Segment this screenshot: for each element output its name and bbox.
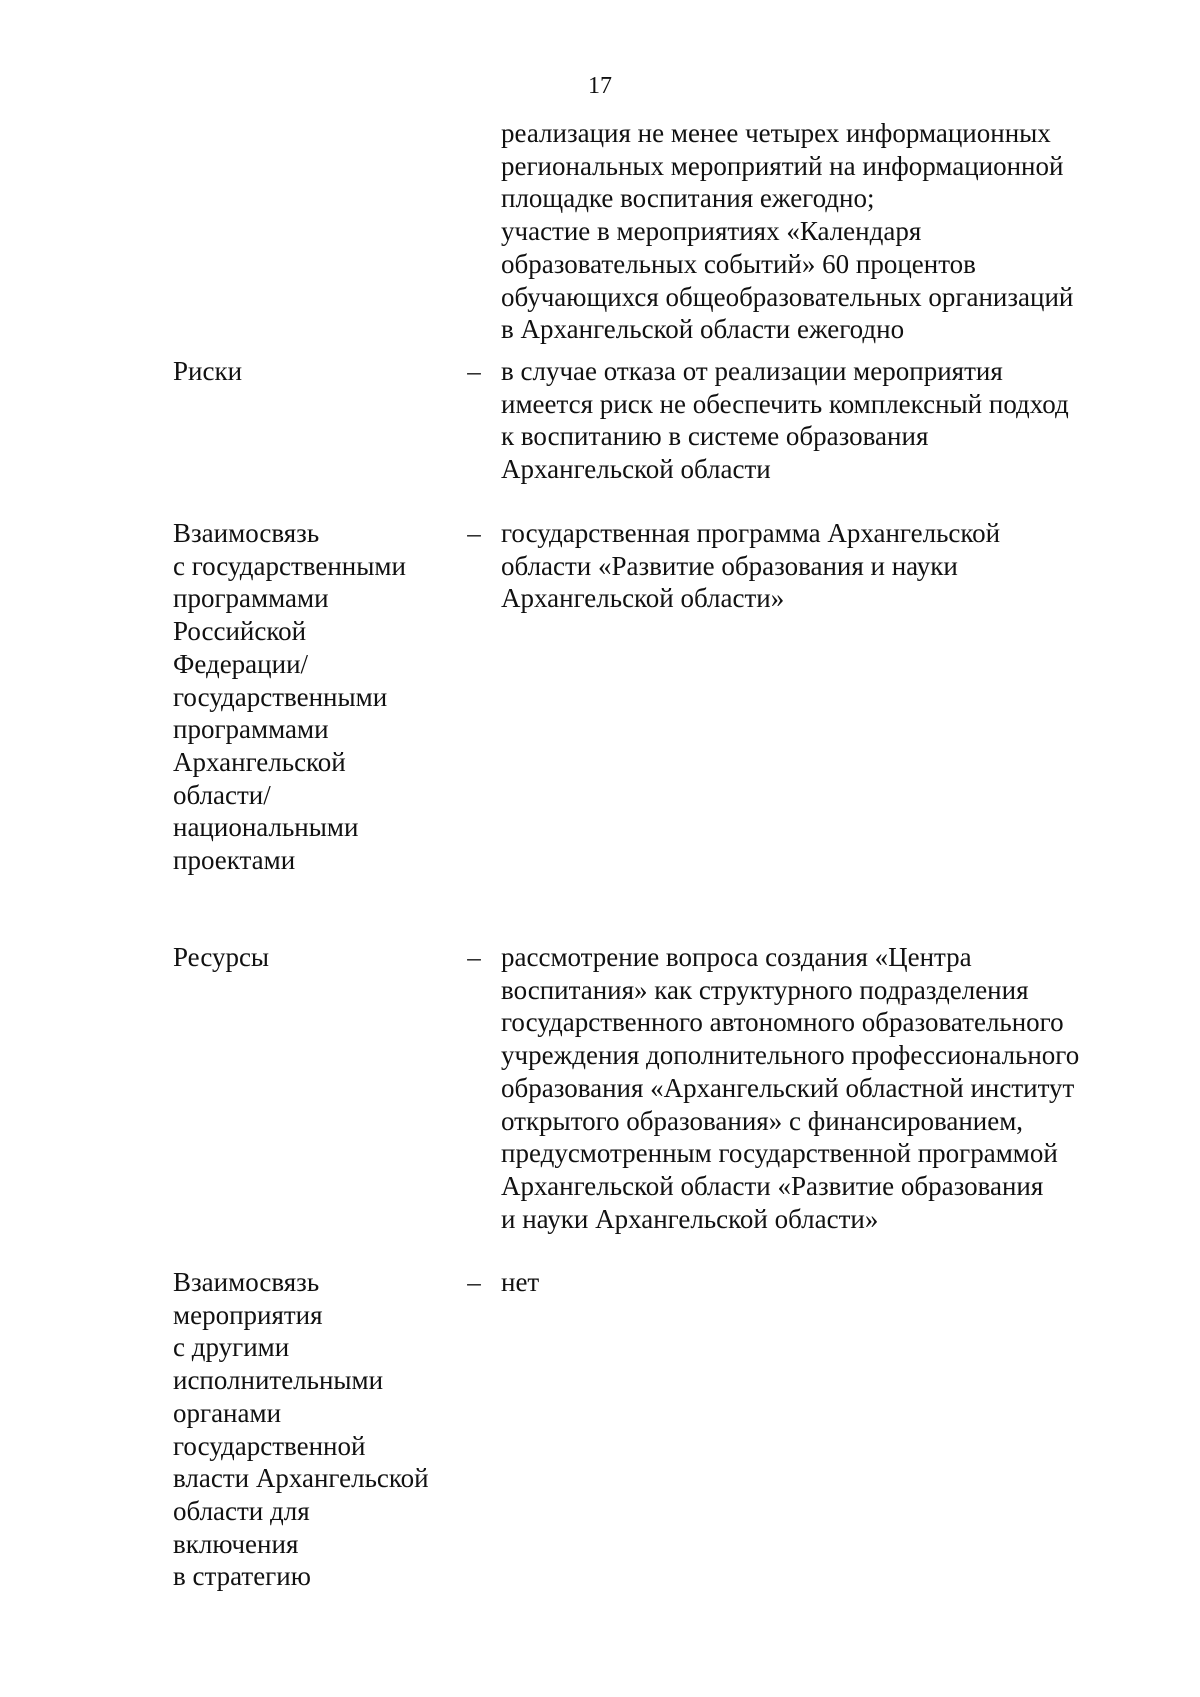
row-value: нет: [501, 1267, 540, 1297]
row-dash: –: [467, 1267, 481, 1297]
row-value: государственная программа Архангельской области «Развитие образования и науки Архангельской области»: [501, 518, 1001, 614]
row-dash: –: [467, 356, 481, 386]
row-value: рассмотрение вопроса создания «Центра воспитания» как структурного подразделения государственного автономного образовательного учреждения дополнительного профессионального образования «Архангельский областной институт открытого образования» с финансированием, предусмотренным государственной программой Архангельской области «Развитие образования и науки Архангельской области»: [501, 942, 1080, 1234]
row-label: Взаимосвязь мероприятия с другими исполнительными органами государственной власти Архангельской области для включения в стратегию: [173, 1267, 429, 1592]
row-label: Риски: [173, 356, 243, 386]
row-dash: –: [467, 518, 481, 548]
page-number: 17: [588, 73, 612, 99]
row-label: Ресурсы: [173, 942, 270, 972]
row-value: в случае отказа от реализации мероприятия имеется риск не обеспечить комплексный подход к воспитанию в системе образования Архангельской области: [501, 356, 1069, 485]
row-label: Взаимосвязь с государственными программами Российской Федерации/ государственными программами Архангельской области/ национальными проектами: [173, 518, 406, 876]
continuation-text: реализация не менее четырех информационных региональных мероприятий на информационной площадке воспитания ежегодно; участие в мероприятиях «Календаря образовательных событий» 60 процентов обучающихся общеобразовательных организаций в Архангельской области ежегодно: [501, 118, 1074, 345]
row-dash: –: [467, 942, 481, 972]
